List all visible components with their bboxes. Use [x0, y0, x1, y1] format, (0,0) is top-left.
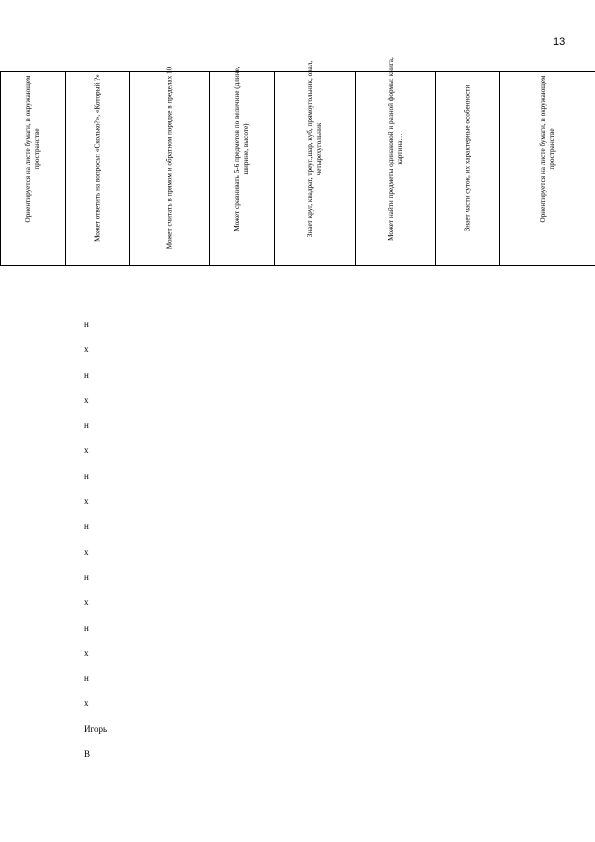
list-item: н	[84, 571, 89, 582]
list-item: х	[84, 546, 89, 557]
list-item: х	[84, 344, 89, 355]
list-item: х	[84, 597, 89, 608]
page-number: 13	[553, 36, 566, 48]
marks-list	[84, 318, 107, 773]
column-header-text: Может ответить на вопросы: «Сколько?», «Который ?»	[93, 74, 101, 242]
column-header-text: Может считать в прямом и обратном порядке в пределах 10	[165, 66, 173, 250]
column-header-text: Знает части суток, их характерные особенности	[463, 84, 471, 232]
list-item: н	[84, 673, 89, 684]
column-header-text: Ориентируется на листе бумаги, в окружающем пространстве	[538, 75, 556, 223]
list-item: н	[84, 470, 89, 481]
column-header-text: Может найти предметы одинаковой и разной формы: книга, картина…	[386, 57, 404, 241]
list-item: В	[84, 749, 91, 760]
list-item: Игорь	[84, 723, 108, 734]
table-column	[0, 72, 65, 265]
list-item: х	[84, 445, 89, 456]
list-item: х	[84, 394, 89, 405]
list-item: н	[84, 622, 89, 633]
column-header-text: Ориентируется на листе бумаги, в окружающем пространстве	[24, 75, 41, 223]
table-column	[129, 66, 209, 265]
list-item: н	[84, 319, 89, 329]
list-item: н	[84, 521, 89, 532]
list-item: н	[84, 420, 89, 431]
criteria-table	[0, 57, 595, 266]
table-column	[209, 66, 274, 265]
table-column	[435, 72, 499, 265]
list-item: х	[84, 496, 89, 507]
list-item: н	[84, 369, 89, 380]
table-column	[274, 60, 355, 265]
table-column	[65, 72, 129, 265]
list-item: х	[84, 647, 89, 658]
column-header-text: Знает круг, квадрат, треуг.,шар, куб, прямоугольник, овал, четырехугольник	[306, 60, 323, 238]
column-header-text: Может сравнивать 5-6 предметов по величине (длине, ширине, высоте)	[233, 66, 250, 232]
table-column	[499, 72, 595, 265]
list-item: х	[84, 698, 89, 709]
table-column	[355, 57, 435, 265]
